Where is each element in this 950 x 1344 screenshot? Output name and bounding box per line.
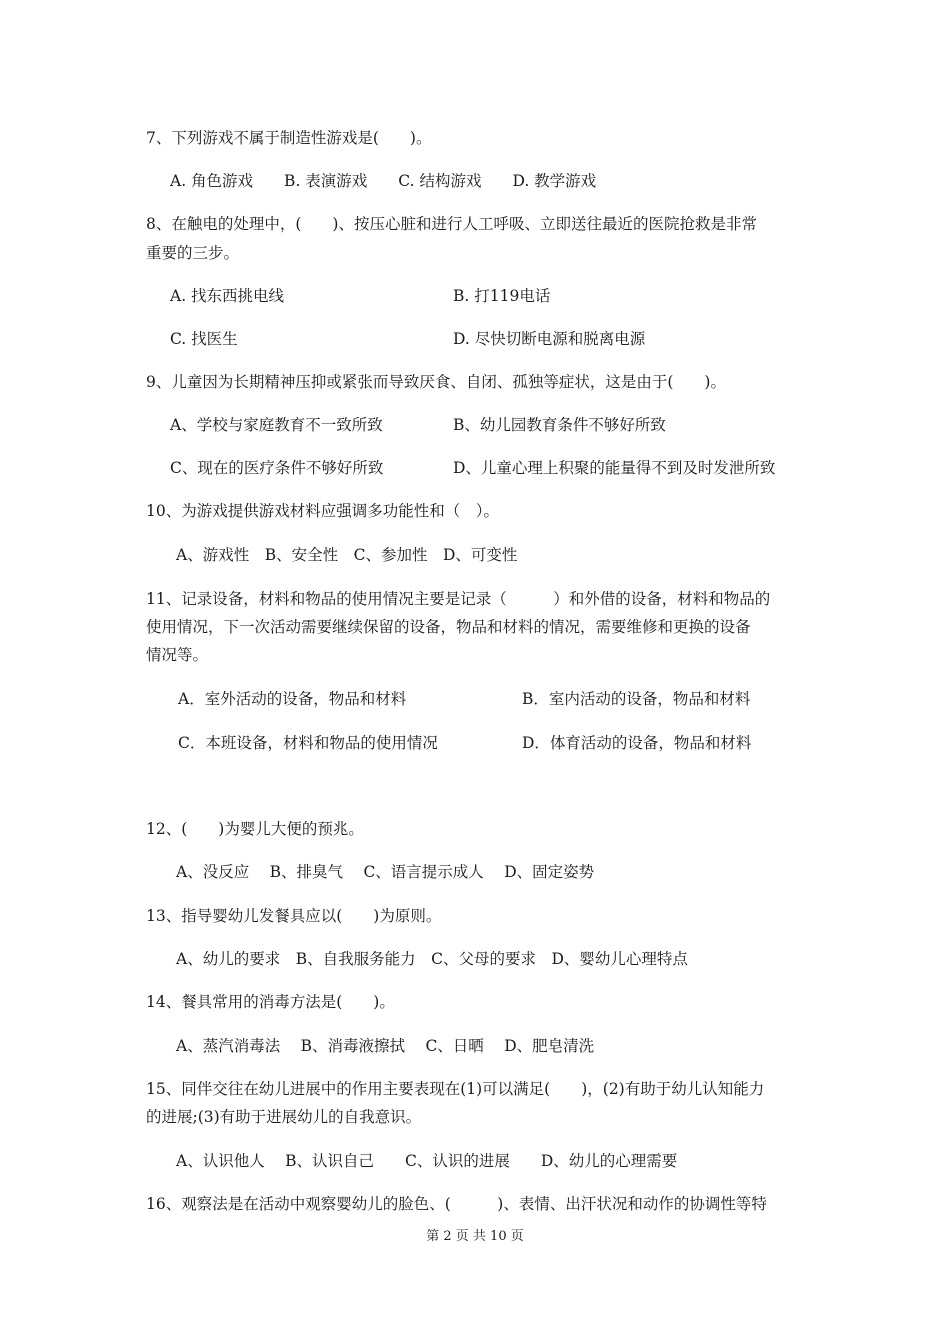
question-7-stem: 7、下列游戏不属于制造性游戏是( )。 xyxy=(146,129,432,147)
question-9-option-a: A、学校与家庭教育不一致所致 xyxy=(170,416,383,434)
question-15-options: A、认识他人 B、认识自己 C、认识的进展 D、幼儿的心理需要 xyxy=(176,1152,678,1170)
question-15-stem-line2: 的进展;(3)有助于进展幼儿的自我意识。 xyxy=(146,1108,422,1126)
question-10-stem: 10、为游戏提供游戏材料应强调多功能性和（ ）。 xyxy=(146,502,499,520)
question-11-option-d: D．体育活动的设备，物品和材料 xyxy=(522,734,752,752)
question-8-option-d: D. 尽快切断电源和脱离电源 xyxy=(453,330,646,348)
question-8-stem-line2: 重要的三步。 xyxy=(146,244,240,262)
question-12-stem: 12、( )为婴儿大便的预兆。 xyxy=(146,820,364,838)
question-8-option-b: B. 打119电话 xyxy=(453,287,551,305)
question-9-stem: 9、儿童因为长期精神压抑或紧张而导致厌食、自闭、孤独等症状，这是由于( )。 xyxy=(146,373,726,391)
question-12-options: A、没反应 B、排臭气 C、语言提示成人 D、固定姿势 xyxy=(176,863,595,881)
question-9-option-c: C、现在的医疗条件不够好所致 xyxy=(170,459,384,477)
question-11-stem-line2: 使用情况，下一次活动需要继续保留的设备，物品和材料的情况，需要维修和更换的设备 xyxy=(146,618,751,636)
question-14-options: A、蒸汽消毒法 B、消毒液擦拭 C、日晒 D、肥皂清洗 xyxy=(176,1037,595,1055)
question-11-option-b: B．室内活动的设备，物品和材料 xyxy=(522,690,751,708)
question-8-option-c: C. 找医生 xyxy=(170,330,238,348)
question-13-options: A、幼儿的要求 B、自我服务能力 C、父母的要求 D、婴幼儿心理特点 xyxy=(176,950,688,968)
question-7-options: A. 角色游戏 B. 表演游戏 C. 结构游戏 D. 教学游戏 xyxy=(170,172,597,190)
question-8-stem-line1: 8、在触电的处理中，( )、按压心脏和进行人工呼吸、立即送往最近的医院抢救是非常 xyxy=(146,215,757,233)
question-10-options: A、游戏性 B、安全性 C、参加性 D、可变性 xyxy=(176,546,518,564)
question-14-stem: 14、餐具常用的消毒方法是( )。 xyxy=(146,993,395,1011)
question-13-stem: 13、指导婴幼儿发餐具应以( )为原则。 xyxy=(146,907,442,925)
question-11-stem-line3: 情况等。 xyxy=(146,646,209,664)
question-16-stem-line1: 16、观察法是在活动中观察婴幼儿的脸色、( )、表情、出汗状况和动作的协调性等特 xyxy=(146,1195,767,1213)
question-9-option-b: B、幼儿园教育条件不够好所致 xyxy=(453,416,666,434)
question-9-option-d: D、儿童心理上积聚的能量得不到及时发泄所致 xyxy=(453,459,776,477)
question-11-stem-line1: 11、记录设备，材料和物品的使用情况主要是记录（ ）和外借的设备，材料和物品的 xyxy=(146,590,771,608)
question-8-option-a: A. 找东西挑电线 xyxy=(170,287,285,305)
question-11-option-a: A．室外活动的设备，物品和材料 xyxy=(178,690,407,708)
question-15-stem-line1: 15、同伴交往在幼儿进展中的作用主要表现在(1)可以满足( )，(2)有助于幼儿认知能力 xyxy=(146,1080,765,1098)
question-11-option-c: C．本班设备，材料和物品的使用情况 xyxy=(178,734,438,752)
page-number-footer: 第 2 页 共 10 页 xyxy=(426,1229,524,1244)
